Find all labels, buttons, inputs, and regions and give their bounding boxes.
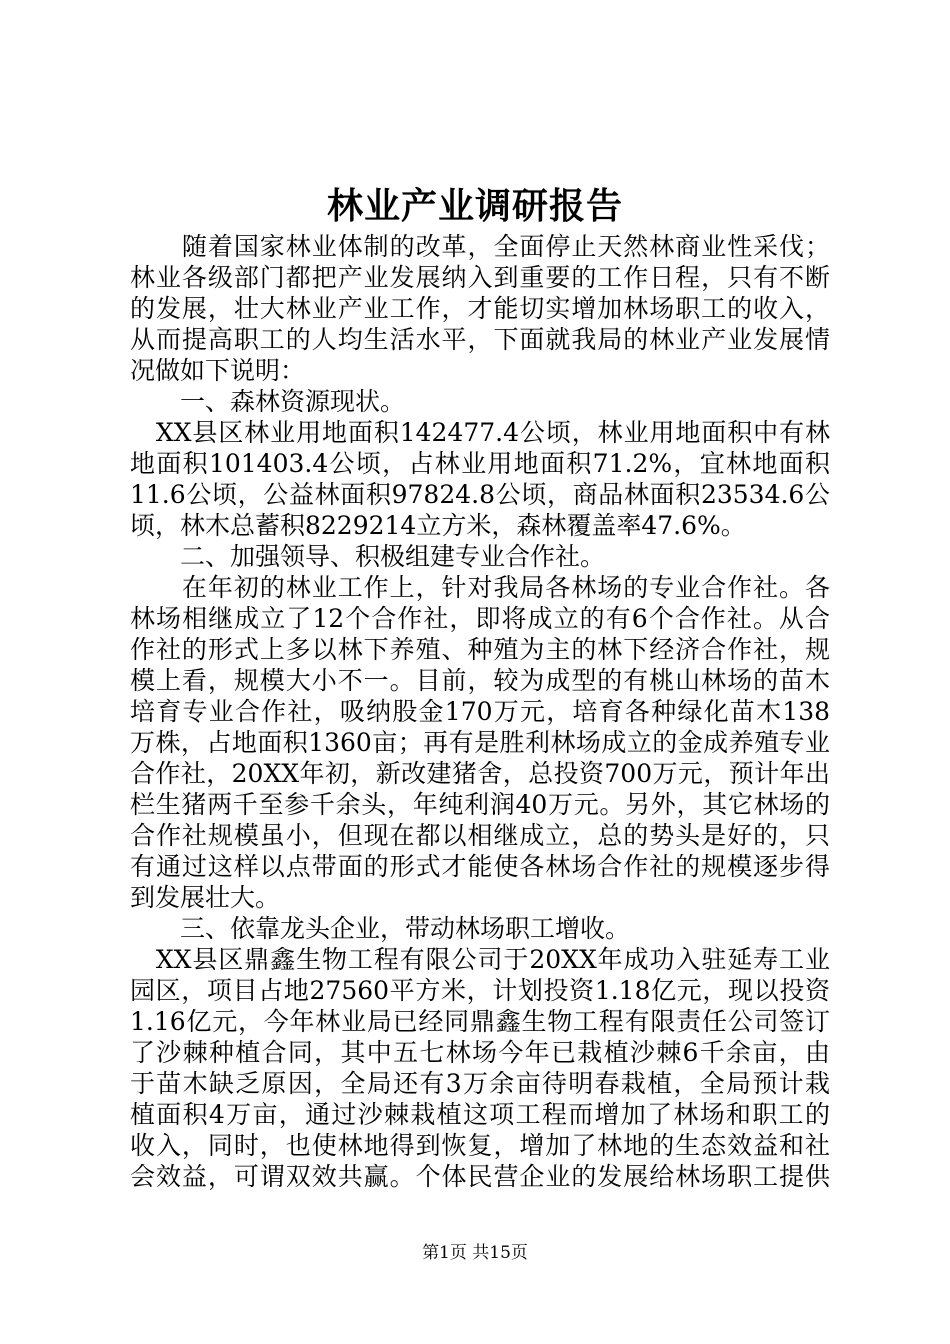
body-line: 林场相继成立了12个合作社，即将成立的有6个合作社。从合 bbox=[130, 604, 830, 633]
document-title: 林业产业调研报告 bbox=[326, 186, 623, 227]
body-line: 三、依靠龙头企业，带动林场职工增收。 bbox=[130, 914, 631, 943]
body-line: 1.16亿元，今年林业局已经同鼎鑫生物工程有限责任公司签订 bbox=[130, 1007, 830, 1036]
body-line: 合作社规模虽小，但现在都以相继成立，总的势头是好的，只 bbox=[130, 821, 830, 850]
body-line: 收入，同时，也使林地得到恢复，增加了林地的生态效益和社 bbox=[130, 1131, 830, 1160]
body-line: 园区，项目占地27560平方米，计划投资1.18亿元，现以投资 bbox=[130, 976, 830, 1005]
body-line: 培育专业合作社，吸纳股金170万元，培育各种绿化苗木138 bbox=[130, 697, 830, 726]
body-line: 地面积101403.4公顷，占林业用地面积71.2%，宜林地面积 bbox=[130, 449, 830, 478]
body-line: 植面积4万亩，通过沙棘栽植这项工程而增加了林场和职工的 bbox=[130, 1100, 830, 1129]
body-line: 有通过这样以点带面的形式才能使各林场合作社的规模逐步得 bbox=[130, 852, 830, 881]
document-body bbox=[130, 231, 830, 1192]
body-line: 合作社，20XX年初，新改建猪舍，总投资700万元，预计年出 bbox=[130, 759, 830, 788]
body-line: 一、森林资源现状。 bbox=[130, 387, 406, 416]
body-line: 作社的形式上多以林下养殖、种殖为主的林下经济合作社，规 bbox=[130, 635, 830, 664]
body-line: 栏生猪两千至参千余头，年纯利润40万元。另外，其它林场的 bbox=[130, 790, 830, 819]
body-line: 随着国家林业体制的改革，全面停止天然林商业性采伐； bbox=[130, 232, 830, 261]
body-line: XX县区鼎鑫生物工程有限公司于20XX年成功入驻延寿工业 bbox=[130, 945, 830, 974]
body-line: 了沙棘种植合同，其中五七林场今年已栽植沙棘6千余亩，由 bbox=[130, 1038, 830, 1067]
body-line: 万株，占地面积1360亩；再有是胜利林场成立的金成养殖专业 bbox=[130, 728, 830, 757]
body-line: 林业各级部门都把产业发展纳入到重要的工作日程，只有不断 bbox=[130, 263, 830, 292]
body-line: XX县区林业用地面积142477.4公顷，林业用地面积中有林 bbox=[130, 418, 830, 447]
body-line: 的发展，壮大林业产业工作，才能切实增加林场职工的收入， bbox=[130, 294, 830, 323]
body-line: 11.6公顷，公益林面积97824.8公顷，商品林面积23534.6公 bbox=[130, 480, 830, 509]
body-line: 况做如下说明： bbox=[130, 356, 306, 385]
body-line: 从而提高职工的人均生活水平，下面就我局的林业产业发展情 bbox=[130, 325, 830, 354]
body-line: 会效益，可谓双效共赢。个体民营企业的发展给林场职工提供 bbox=[130, 1162, 830, 1191]
body-line: 到发展壮大。 bbox=[130, 883, 281, 912]
body-line: 于苗木缺乏原因，全局还有3万余亩待明春栽植，全局预计栽 bbox=[130, 1069, 830, 1098]
body-line: 二、加强领导、积极组建专业合作社。 bbox=[130, 542, 606, 571]
body-line: 在年初的林业工作上，针对我局各林场的专业合作社。各 bbox=[130, 573, 830, 602]
body-line: 顷，林木总蓄积8229214立方米，森林覆盖率47.6%。 bbox=[130, 511, 746, 540]
page-number-footer: 第1页 共15页 bbox=[422, 1243, 528, 1263]
body-line: 模上看，规模大小不一。目前，较为成型的有桃山林场的苗木 bbox=[130, 666, 830, 695]
